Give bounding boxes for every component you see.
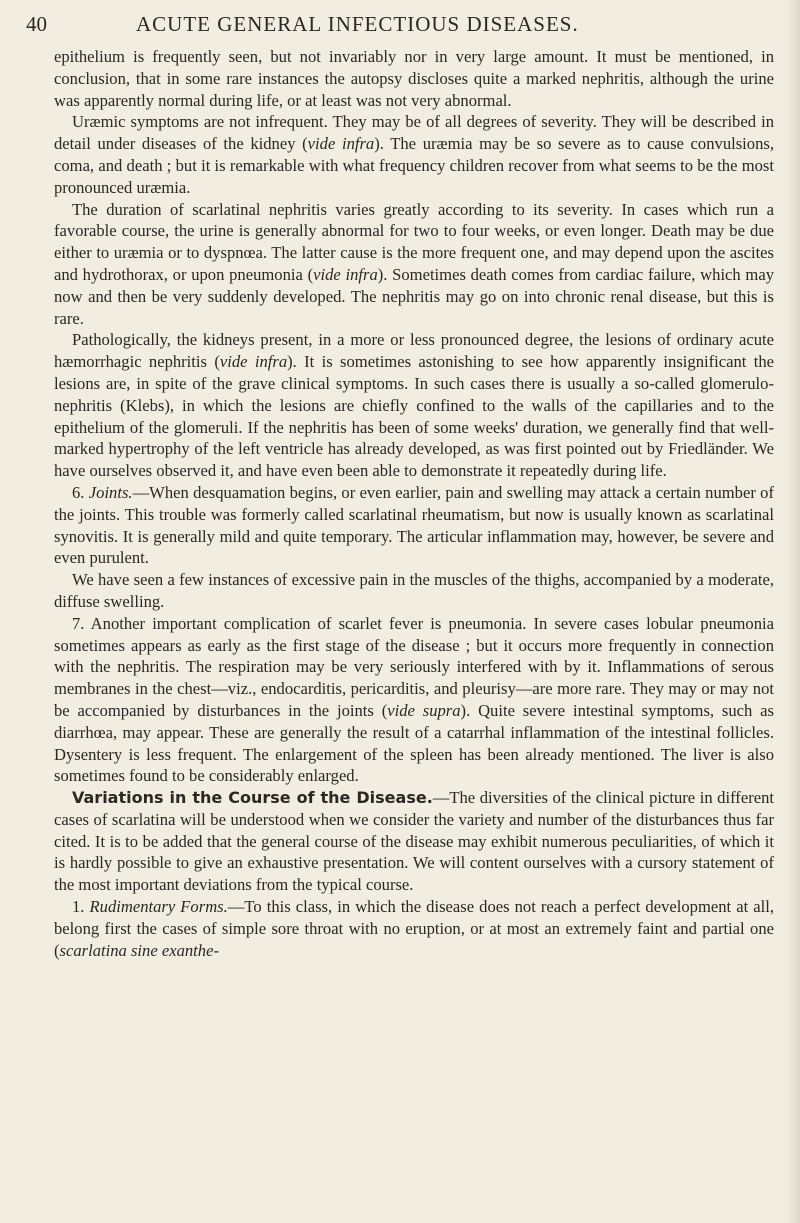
- paragraph-text: We have seen a few instances of excessive pain in the muscles of the thighs, accompanied by a moderate, diffuse swelling.: [54, 570, 774, 611]
- paragraph-text: ). Sometimes death comes from cardiac failure, which may now and then be very suddenly developed. The nephritis may go on into chronic renal disease, but this is rare.: [54, 264, 775, 328]
- paragraph-text: ). The uræmia may be so severe as to cause convulsions, coma, and death ; but it is remarkable with what frequency children recover from what seems to be the most pronounced uræmia.: [54, 134, 774, 197]
- paragraph: [54, 613, 774, 787]
- paragraph-text: —To this class, in which the disease does not reach a perfect development at all, belong first the cases of simple sore throat with no eruption, or at most an extremely faint and partial one (: [54, 897, 774, 960]
- section-number: 1.: [72, 897, 90, 917]
- paragraph-text: epithelium is frequently seen, but not invariably nor in very large amount. It must be mentioned, in conclusion, that in some rare instances the autopsy discloses quite a marked nephritis, although the urine was apparently normal during life, or at least was not very abnormal.: [54, 47, 774, 110]
- section-title: Joints.: [88, 482, 133, 502]
- page-number: 40: [26, 11, 47, 36]
- paragraph-text: Pathologically, the kidneys present, in a more or less pronounced degree, the lesions of ordinary acute hæmorrhagic nephritis (: [54, 330, 774, 372]
- italic-reference: vide supra: [387, 700, 461, 720]
- paragraph: [54, 896, 774, 961]
- paragraph-text: 7. Another important complication of scarlet fever is pneumonia. In severe cases lobular pneumonia sometimes appears as early as the first stage of the disease ; but it occurs more frequently in connection with the nephritis. The respiration may be very seriously interfered with by it. Inflammations of serous membranes in the chest—viz., endocarditis, pericarditis, and pleurisy—are more rare. They may or may not be accompanied by disturbances in the joints (: [54, 613, 774, 720]
- paragraph: [54, 329, 774, 482]
- paragraph: [54, 46, 774, 111]
- paragraph-text: —When desquamation begins, or even earlier, pain and swelling may attack a certain number of the joints. This trouble was formerly called scarlatinal rheumatism, but now is usually known as scarlatinal synovitis. It is generally mild and quite temporary. The articular inflammation may, however, be severe and even purulent.: [54, 482, 774, 568]
- paragraph-text: Uræmic symptoms are not infrequent. They may be of all degrees of severity. They will be described in detail under diseases of the kidney (: [54, 112, 774, 154]
- running-head: ACUTE GENERAL INFECTIOUS DISEASES.: [136, 11, 579, 36]
- paragraph-text: ). Quite severe intestinal symptoms, such as diarrhœa, may appear. These are generally the result of a catarrhal inflammation of the intestinal follicles. Dysentery is less frequent. The enlargement of the spleen has been already mentioned. The liver is also sometimes found to be considerably enlarged.: [54, 700, 774, 786]
- italic-reference: vide infra: [219, 352, 288, 372]
- page-header: [26, 8, 786, 40]
- italic-reference: vide infra: [307, 134, 375, 154]
- paragraph-text: The duration of scarlatinal nephritis varies greatly according to its severity. In cases which run a favorable course, the urine is generally abnormal for two to four weeks, or even longer. Death may be due either to uræmia or to dyspnœa. The latter cause is the more frequent one, and may depend upon the ascites and hydrothorax, or upon pneumonia (: [54, 199, 774, 284]
- paragraph: [54, 199, 774, 330]
- paragraph: [54, 482, 774, 569]
- body-text: [54, 46, 774, 961]
- page-edge-shadow: [786, 0, 800, 1223]
- paragraph: [54, 111, 774, 198]
- paragraph: [54, 569, 774, 613]
- italic-term: scarlatina sine exanthe-: [59, 940, 219, 960]
- paragraph-text: ). It is sometimes astonishing to see how apparently insignificant the lesions are, in spite of the grave clinical symptoms. In such cases there is usually a so-called glomerulo-nephritis (Klebs), in which the lesions are chiefly confined to the walls of the capillaries and to the epithelium of the glomeruli. If the nephritis has been of some weeks' duration, we generally find that well-marked hypertrophy of the left ventricle has already developed, as was first pointed out by Friedländer. We have ourselves observed it, and have even been able to demonstrate it repeatedly during life.: [54, 352, 774, 481]
- section-number: 6.: [72, 482, 89, 502]
- paragraph: [54, 787, 774, 896]
- italic-reference: vide infra: [313, 264, 378, 284]
- section-heading: Variations in the Course of the Disease.: [72, 788, 433, 808]
- paragraph-text: —The diversities of the clinical picture in different cases of scarlatina will be understood when we consider the variety and number of the disturbances thus far cited. It is to be added that the general course of the disease may exhibit numerous peculiarities, of which it is hardly possible to give an exhaustive presentation. We will content ourselves with a cursory statement of the most important deviations from the typical course.: [54, 788, 774, 895]
- section-title: Rudimentary Forms.: [89, 897, 228, 917]
